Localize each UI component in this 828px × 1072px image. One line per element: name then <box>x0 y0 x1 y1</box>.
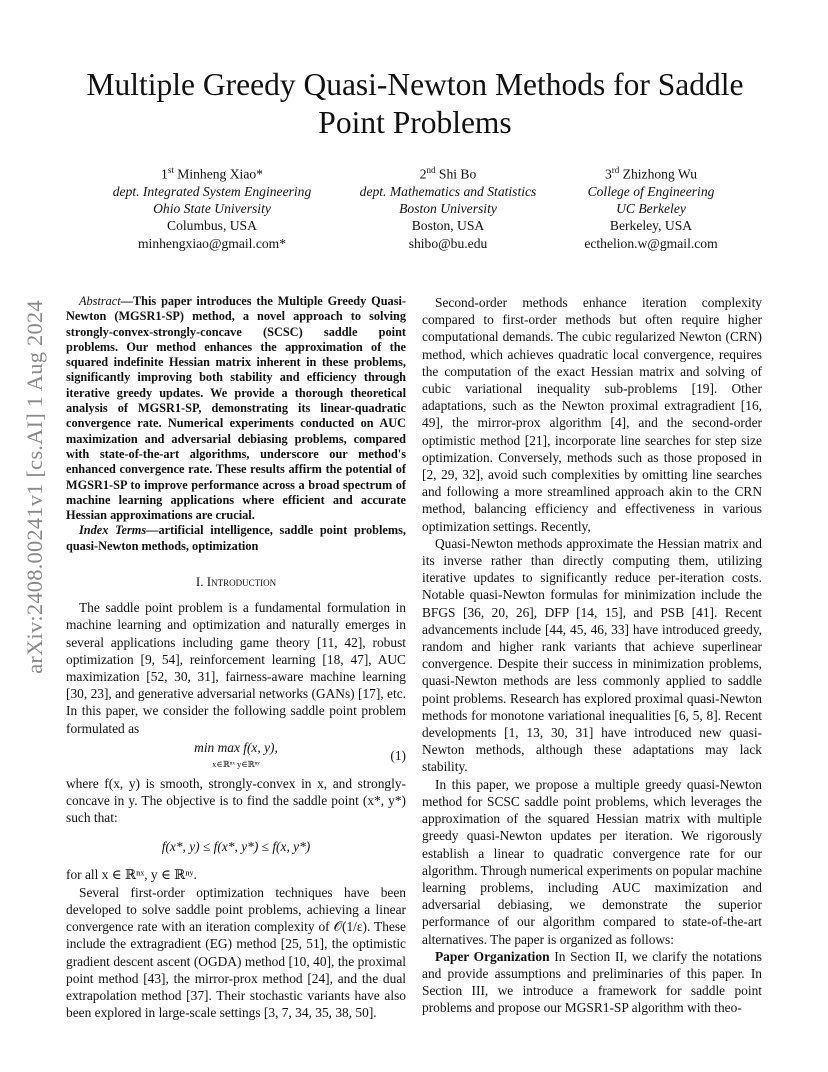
arxiv-sidebar-id <box>18 298 52 676</box>
section-heading: I. Introduction <box>195 574 277 590</box>
author-name: 3rd Zhizhong Wu <box>604 165 698 182</box>
author-location: Columbus, USA <box>167 218 257 234</box>
intro-paragraph: for all x ∈ ℝⁿˣ, y ∈ ℝⁿʸ. <box>66 867 197 883</box>
author-name: 1st Minheng Xiao* <box>161 165 263 182</box>
abstract: Abstract—This paper introduces the Multiple Greedy Quasi-Newton (MGSR1-SP) method, a novel approach to solving strongly-convex-strongly-concave (SCSC) saddle point problems. Our method enhances the approximation of the squared indefinite Hessian matrix inherent in these problems, significantly improving both stability and efficiency through iterative greedy updates. We provide a thorough theoretical analysis of MGSR1-SP, demonstrating its linear-quadratic convergence rate. Numerical experiments conducted on AUC maximization and adversarial debiasing problems, compared with state-of-the-art algorithms, underscore our method's enhanced convergence rate. These results affirm the potential of MGSR1-SP to improve performance across a broad spectrum of machine learning applications where efficient and accurate Hessian approximations are crucial. <box>66 294 406 523</box>
equation-1-text: min max f(x, y), <box>194 739 278 755</box>
author-block-3 <box>521 162 781 252</box>
equation-1-subscript: x∈ℝⁿˣ y∈ℝⁿʸ <box>212 758 260 769</box>
body-paragraph: Paper Organization In Section II, we clarify the notations and provide assumptions and preliminaries of this paper. In Section III, we introduce a framework for saddle point problems and propose our MGSR1-SP algorithm with theo- <box>422 948 762 1016</box>
equation-1 <box>66 737 406 775</box>
intro-paragraph: where f(x, y) is smooth, strongly-convex in x, and strongly-concave in y. The objective is to find the saddle point (x*, y*) such that: <box>66 775 406 826</box>
author-location: Boston, USA <box>411 218 485 234</box>
equation-2-text: f(x*, y) ≤ f(x*, y*) ≤ f(x, y*) <box>161 838 311 854</box>
equation-1-body <box>66 739 406 773</box>
author-dept: dept. Mathematics and Statistics <box>359 183 537 199</box>
author-email: ecthelion.w@gmail.com <box>584 235 718 251</box>
author-dept: dept. Integrated System Engineering <box>112 183 312 199</box>
paper-title: Multiple Greedy Quasi-Newton Methods for Saddle Point Problems <box>86 67 744 140</box>
author-affiliation: Ohio State University <box>153 201 271 217</box>
equation-2 <box>66 826 406 866</box>
author-block-1 <box>82 162 342 252</box>
author-affiliation: Boston University <box>399 201 497 217</box>
author-dept: College of Engineering <box>587 183 715 199</box>
left-column <box>66 294 406 1021</box>
author-location: Berkeley, USA <box>609 218 693 234</box>
arxiv-id-text: arXiv:2408.00241v1 [cs.AI] 1 Aug 2024 <box>22 300 47 674</box>
body-paragraph: In this paper, we propose a multiple greedy quasi-Newton method for SCSC saddle point problems, which leverages the approximation of the squared Hessian matrix with multiple greedy quasi-Newton updates per iteration. We rigorously establish a linear to quadratic convergence rate for our algorithm. Through numerical experiments on popular machine learning problems, including AUC maximization and adversarial debiasing, we demonstrate the superior performance of our algorithm compared to state-of-the-art alternatives. The paper is organized as follows: <box>422 776 763 947</box>
body-paragraph: Quasi-Newton methods approximate the Hessian matrix and its inverse rather than directly computing them, utilizing iterative updates to significantly reduce per-iteration costs. Notable quasi-Newton formulas for minimization include the BFGS [36, 20, 26], DFP [14, 15], and PSB [41]. Recent advancements include [44, 45, 46, 33] have introduced greedy, random and higher rank variants that achieve superlinear convergence. Despite their success in minimization problems, quasi-Newton methods are less commonly applied to saddle point problems. Research has explored proximal quasi-Newton methods for monotone variational inequalities [6, 5, 8]. Recent developments [1, 13, 30, 31] have introduced new quasi-Newton methods, although these adaptations may lack stability. <box>422 535 762 775</box>
author-name: 2nd Shi Bo <box>419 165 477 182</box>
author-affiliation: UC Berkeley <box>616 201 686 217</box>
right-column <box>422 294 762 1017</box>
intro-paragraph: The saddle point problem is a fundamental formulation in machine learning and optimization and naturally emerges in several applications including game theory [11, 42], robust optimization [9, 54], reinforcement learning [18, 47], AUC maximization [52, 30, 31], fairness-aware machine learning [30, 23], and generative adversarial networks (GANs) [17], etc. In this paper, we consider the following saddle point problem formulated as <box>66 600 406 736</box>
author-email: shibo@bu.edu <box>408 235 488 251</box>
author-email: minhengxiao@gmail.com* <box>137 235 287 251</box>
equation-number: (1) <box>390 748 406 764</box>
index-terms: Index Terms—artificial intelligence, saddle point problems, quasi-Newton methods, optimization <box>66 523 406 553</box>
intro-paragraph: Several first-order optimization techniques have been developed to solve saddle point problems, achieving a linear convergence rate with an iteration complexity of 𝒪(1/ε). These include the extragradient (EG) method [25, 51], the optimistic gradient descent ascent (OGDA) method [10, 40], the proximal point method [43], the mirror-prox method [24], and the dual extrapolation method [37]. Their stochastic variants have also been explored in large-scale settings [3, 7, 34, 35, 38, 50]. <box>66 884 406 1021</box>
body-paragraph: Second-order methods enhance iteration complexity compared to first-order methods but often require higher computational demands. The cubic regularized Newton (CRN) method, which achieves quadratic local convergence, requires the computation of the exact Hessian matrix and solving of cubic variational inequality sub-problems [19]. Other adaptations, such as the Newton proximal extragradient [16, 49], the mirror-prox algorithm [4], and the second-order optimistic method [21], incorporate line searches for step size optimization. Conversely, methods such as those proposed in [2, 29, 32], avoid such complexities by omitting line searches and following a more streamlined approach akin to the CRN method, balancing efficiency and effectiveness in various optimization settings. Recently, <box>422 295 762 534</box>
